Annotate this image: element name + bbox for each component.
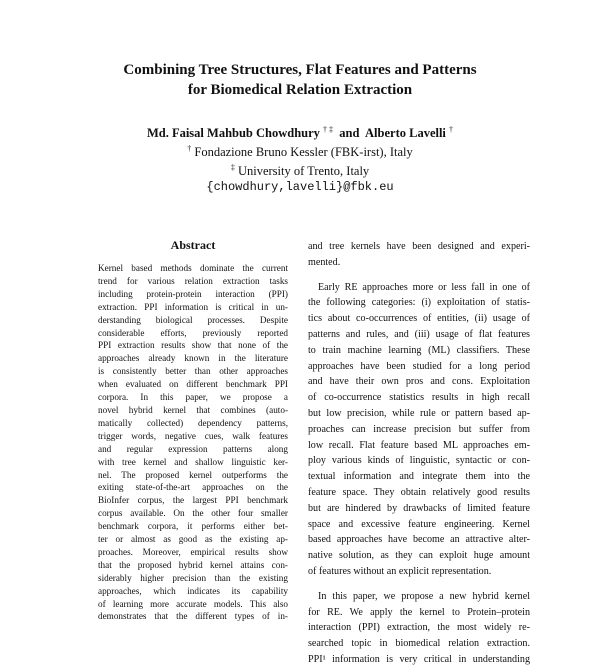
text-line: proaches can increase precision but suffer from bbox=[308, 423, 530, 435]
text-line: ter or almost as good as the existing ap- bbox=[98, 534, 288, 545]
text-line: when evaluated on different benchmark PPI bbox=[98, 379, 288, 390]
author-conjunction: and bbox=[339, 126, 360, 141]
text-line: is consistently better than other approaches bbox=[98, 366, 288, 377]
text-line: tics about co-occurrences of entities, (ii) usage of bbox=[308, 313, 530, 325]
text-line: siderably higher precision than the existing bbox=[98, 572, 288, 583]
text-line: PPI extraction results show that none of the bbox=[98, 340, 288, 351]
author-1-affiliation-marks: † ‡ bbox=[323, 125, 334, 134]
affiliation-2-mark: ‡ bbox=[230, 163, 235, 173]
text-line: approaches have been studied for a long period bbox=[308, 360, 530, 372]
paragraph-proposed-kernel bbox=[308, 589, 530, 668]
text-line: searched topic in biomedical relation extraction. bbox=[308, 638, 530, 650]
text-line: that the proposed hybrid kernel attains con- bbox=[98, 559, 288, 570]
text-line: and have their own pros and cons. Exploitation bbox=[308, 376, 530, 388]
text-line: including protein-protein interaction (PPI) bbox=[98, 288, 288, 299]
affiliation-1-mark: † bbox=[187, 144, 192, 154]
affiliation-2-text: University of Trento, Italy bbox=[237, 164, 370, 179]
title-line-1: Combining Tree Structures, Flat Features and Patterns bbox=[123, 62, 477, 78]
text-line: of co-occurrence statistics results in high recall bbox=[308, 392, 530, 404]
text-line: ploy various kinds of linguistic, syntactic or con- bbox=[308, 455, 530, 467]
text-line: textual information and integrate them into the bbox=[308, 471, 530, 483]
text-line: trigger words, negative cues, walk features bbox=[98, 430, 288, 441]
text-line: PPI¹ information is very critical in understanding bbox=[308, 653, 530, 665]
title-line-2: for Biomedical Relation Extraction bbox=[187, 82, 413, 98]
text-line: but are hindered by drawbacks of limited feature bbox=[308, 502, 530, 514]
text-line: Kernel based methods dominate the current bbox=[98, 263, 288, 273]
text-line: nel. The proposed kernel outperforms the bbox=[98, 469, 288, 480]
text-line: of learning more accurate models. This also bbox=[98, 598, 288, 609]
text-line: exiting state-of-the-art approaches on the bbox=[98, 482, 288, 493]
abstract-body bbox=[98, 262, 288, 623]
affiliation-1 bbox=[0, 141, 600, 160]
text-line: and tree kernels have been designed and experi- bbox=[308, 241, 530, 252]
text-line: with tree kernel and shallow linguistic ker- bbox=[98, 456, 288, 467]
author-block bbox=[0, 122, 600, 195]
text-line: patterns and rules, and (iii) usage of flat features bbox=[308, 328, 530, 340]
author-email: {chowdhury,lavelli}@fbk.eu bbox=[206, 180, 394, 195]
author-2: Alberto Lavelli bbox=[365, 126, 446, 141]
text-line: to train machine learning (ML) classifiers. These bbox=[308, 344, 530, 356]
author-2-affiliation-marks: † bbox=[449, 125, 454, 134]
text-line: and regular expression patterns along bbox=[98, 443, 288, 454]
affiliation-1-text: Fondazione Bruno Kessler (FBK-irst), Italy bbox=[194, 145, 413, 160]
text-line: based approaches have become an attractive alter- bbox=[308, 534, 530, 546]
paragraph-early-re-approaches bbox=[308, 280, 530, 580]
text-line: of features without an explicit representation. bbox=[308, 565, 492, 577]
text-line: BioInfer corpus, the largest PPI benchmark bbox=[98, 495, 288, 506]
text-line: corpora. In this paper, we propose a bbox=[98, 392, 288, 403]
text-line: trend for various relation extraction tasks bbox=[98, 275, 288, 286]
text-line: approaches, which indicates its capability bbox=[98, 585, 288, 596]
paragraph-continued bbox=[308, 239, 530, 271]
text-line: proaches. Moreover, empirical results show bbox=[98, 546, 288, 557]
text-line: feature space. They obtain relatively good results bbox=[308, 486, 530, 498]
text-line: derstanding biological processes. Despite bbox=[98, 314, 288, 325]
paper-title bbox=[0, 60, 600, 100]
text-line: approaches already known in the literature bbox=[98, 353, 288, 364]
text-line: corpus available. On the other four smaller bbox=[98, 508, 288, 519]
author-1: Md. Faisal Mahbub Chowdhury bbox=[146, 126, 320, 141]
text-line: Early RE approaches more or less fall in one of bbox=[318, 281, 530, 293]
affiliation-2 bbox=[0, 160, 600, 179]
body-column bbox=[308, 239, 530, 668]
text-line: extraction. PPI information is critical in un- bbox=[98, 301, 288, 312]
text-line: In this paper, we propose a new hybrid kernel bbox=[318, 590, 530, 602]
text-line: matically collected) dependency patterns, bbox=[98, 417, 288, 428]
text-line: low recall. Flat feature based ML approaches em- bbox=[308, 439, 530, 451]
author-names bbox=[0, 122, 600, 141]
text-line: mented. bbox=[308, 256, 341, 268]
text-line: novel hybrid kernel that combines (auto- bbox=[98, 404, 288, 415]
text-line: but low precision, while rule or pattern based ap- bbox=[308, 407, 530, 419]
text-line: considerable efforts, previously reported bbox=[98, 327, 288, 338]
text-line: space and excessive feature engineering. Kernel bbox=[308, 518, 530, 530]
text-line: interaction (PPI) extraction, the most widely re- bbox=[308, 622, 530, 634]
text-line: demonstrates that the different types of in- bbox=[98, 611, 288, 622]
abstract-heading: Abstract bbox=[170, 238, 216, 252]
text-line: for RE. We apply the kernel to Protein–protein bbox=[308, 606, 530, 618]
text-line: native solution, as they can exploit huge amount bbox=[308, 550, 530, 562]
text-line: benchmark corpora, it performs either bet- bbox=[98, 521, 288, 532]
text-line: the following categories: (i) exploitation of statis- bbox=[308, 297, 530, 309]
